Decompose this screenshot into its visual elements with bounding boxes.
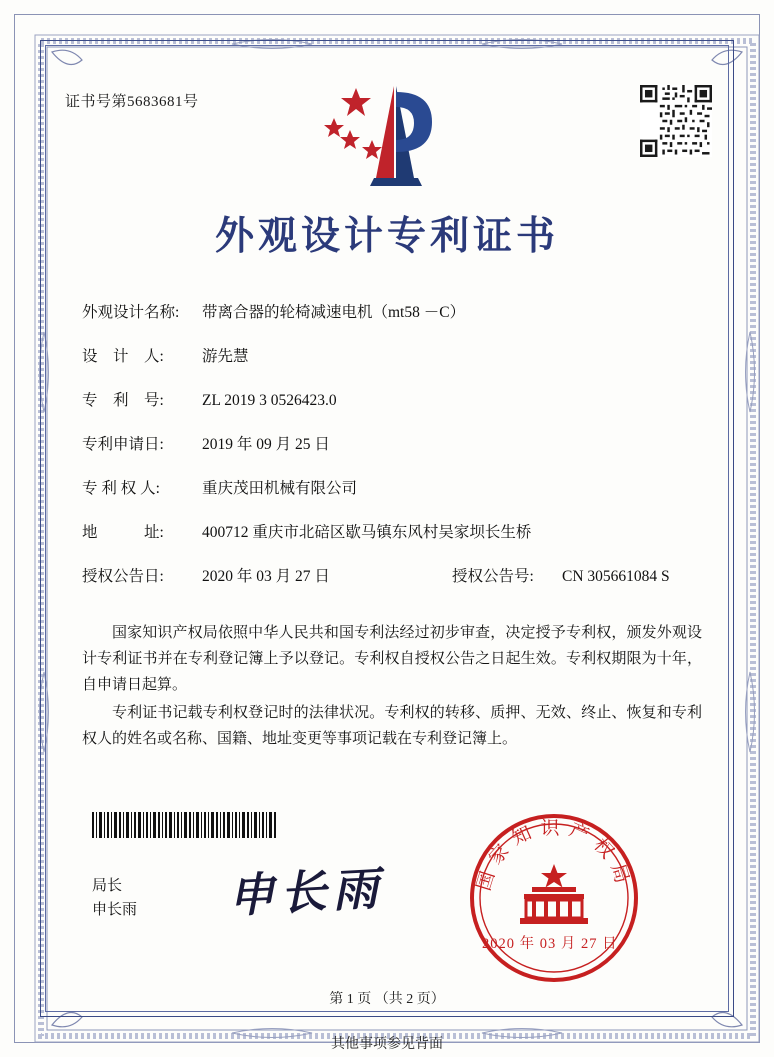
page-title: 外观设计专利证书: [214, 213, 559, 259]
official-seal: [468, 812, 640, 984]
field-label: 专利申请日:: [82, 436, 164, 453]
svg-text:国家知识产权局: 国家知识产权局: [472, 817, 636, 894]
field-value: 400712 重庆市北碚区歇马镇东风村吴家坝长生桥: [202, 524, 532, 541]
field-label: 专 利 号:: [82, 392, 164, 409]
field-row-patent-number: [82, 388, 704, 410]
field-value: 重庆茂田机械有限公司: [202, 480, 358, 497]
field-value: 游先慧: [202, 348, 249, 365]
seal-date: 2020 年 03 月 27 日: [482, 936, 618, 952]
field-label-grant-date: 授权公告日:: [82, 568, 164, 585]
official-seal-svg: [468, 812, 640, 984]
director-title-label: 局长: [92, 878, 123, 894]
field-label: 外观设计名称:: [82, 304, 180, 321]
signature-labels: [92, 874, 137, 922]
field-row-designer: [82, 344, 704, 366]
footer-note: 其他事项参见背面: [331, 1037, 443, 1052]
legal-paragraph-1: 国家知识产权局依照中华人民共和国专利法经过初步审查，决定授予专利权，颁发外观设计专利证书并在专利登记簿上予以登记。专利权自授权公告之日起生效。专利权期限为十年，自申请日起算。: [82, 625, 702, 693]
cnipa-emblem-icon: [322, 78, 452, 193]
field-label-grant-number: 授权公告号:: [452, 568, 534, 585]
field-row-grant: [82, 564, 704, 586]
field-value: ZL 2019 3 0526423.0: [202, 392, 337, 409]
field-row-application-date: [82, 432, 704, 454]
field-row-design-name: [82, 300, 704, 322]
field-value: 2019 年 09 月 25 日: [202, 436, 330, 453]
field-row-address: [82, 520, 704, 542]
director-name-label: 申长雨: [92, 902, 138, 918]
certificate-number: 证书号第5683681号: [65, 94, 199, 110]
barcode-svg: [92, 812, 277, 838]
barcode: [92, 812, 277, 838]
qr-code: [640, 85, 712, 157]
handwritten-signature: 申长雨: [226, 860, 386, 924]
qr-code-svg: [640, 85, 712, 157]
field-list: [82, 300, 704, 608]
page-number: 第 1 页 （共 2 页）: [329, 992, 445, 1007]
field-row-patentee: [82, 476, 704, 498]
emblem-svg: [322, 78, 452, 193]
field-label: 专 利 权 人:: [82, 480, 160, 497]
legal-paragraph-2: 专利证书记载专利权登记时的法律状况。专利权的转移、质押、无效、终止、恢复和专利权人的姓名或名称、国籍、地址变更等事项记载在专利登记簿上。: [82, 705, 702, 747]
field-value: 带离合器的轮椅减速电机（mt58 －C）: [202, 304, 466, 321]
field-value-grant-number: CN 305661084 S: [562, 568, 670, 585]
field-value-grant-date: 2020 年 03 月 27 日: [202, 568, 330, 585]
field-label: 地 址:: [82, 524, 164, 541]
field-label: 设 计 人:: [82, 348, 164, 365]
